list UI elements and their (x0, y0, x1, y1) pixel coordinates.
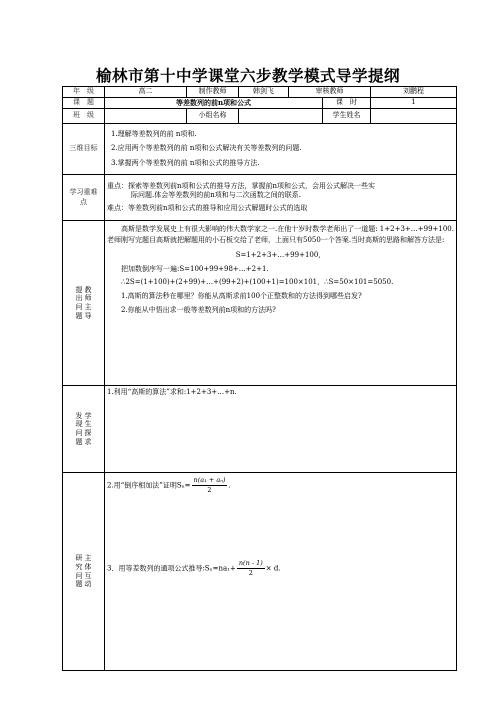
research-content (105, 473, 457, 671)
research-label-col2-1: 主 (84, 554, 92, 562)
guide-paragraph: 高斯是数学发展史上有很大影响的伟大数学家之一.在他十岁时数学老师出了一道题: 1+2+3+…+99+100. 老师刚写完题目高斯就把解题用的小石板交给了老师，上面只有5050一个答案.当时高斯的思路和解答方法是: (107, 225, 454, 244)
key-point-line1: 重点：探索等差数列前n项和公式的推导方法，掌握前n项和公式，会用公式解决一些实 (107, 181, 376, 190)
research-label-col2-4: 动 (84, 580, 92, 589)
guide-label-col1-2: 出 (75, 294, 83, 303)
group-value[interactable] (239, 109, 323, 124)
discover-label-col2-4: 求 (84, 437, 92, 446)
guide-label-col2-2: 师 (84, 294, 92, 303)
research-task-3 (107, 560, 454, 577)
research-label-col2-2: 体 (84, 562, 92, 571)
task2-numerator: n(a₁ + aₙ) (192, 477, 228, 486)
key-points-label (63, 175, 105, 221)
task2-fraction (192, 476, 231, 495)
guide-equation-1: S=1+2+3+…+99+100， (235, 250, 326, 259)
guide-label-col2-4: 导 (84, 311, 92, 320)
guide-label-col1-3: 问 (75, 303, 83, 311)
goal-item-2: 2.应用两个等差数列的前 n项和公式解决有关等差数列的问题. (111, 144, 302, 153)
guide-label (63, 221, 105, 386)
difficult-point: 难点：等差数列前n项和公式的推导和应用公式解题时公式的选取 (107, 203, 308, 212)
research-label (63, 473, 105, 671)
discover-task: 1.利用“高斯的算法”求和:1+2+3+…+n. (107, 388, 237, 396)
class-label: 班 级 (63, 109, 105, 124)
goals-row (63, 124, 457, 175)
key-points-content (105, 175, 457, 221)
task3-denominator: 2 (248, 569, 253, 578)
task3-suffix: × d. (265, 564, 281, 573)
header-row-1 (63, 87, 457, 98)
guide-question-1: 1.高斯的算法秒在哪里？你能从高斯求前100个正整数和的方法得到哪些启发? (121, 292, 362, 301)
group-label: 小组名称 (187, 109, 239, 124)
guide-label-col1-1: 提 (75, 285, 83, 294)
guide-label-col2-3: 主 (84, 303, 92, 311)
class-value[interactable] (105, 109, 187, 124)
grade-value: 高二 (105, 87, 187, 98)
guide-equation-2: 把加数倒序写一遍:S=100+99+98+…+2+1. (121, 264, 269, 273)
discover-row (63, 386, 457, 473)
discover-label-col1-4: 题 (75, 437, 83, 446)
key-points-label-line2: 点 (80, 197, 87, 206)
task3-prefix: 3．用等差数列的通项公式推导:Sₙ=na₁+ (107, 564, 236, 573)
discover-label-col2-1: 学 (84, 411, 92, 420)
topic-value: 等差数列的前n项和公式 (105, 98, 323, 109)
discover-content (105, 386, 457, 473)
page-title: 榆林市第十中学课堂六步教学模式导学提纲 (95, 66, 400, 85)
grade-label: 年 级 (63, 87, 105, 98)
reviewer-value: 刘鹏程 (371, 87, 457, 98)
lesson-plan-table (62, 86, 457, 671)
author-label: 制作教师 (187, 87, 239, 98)
research-label-col1-2: 究 (75, 562, 83, 571)
student-value[interactable] (371, 109, 457, 124)
guide-content (105, 221, 457, 386)
guide-equation-3: ∴2S=(1+100)+(2+99)+…+(99+2)+(100+1)=100×101，∴S=50×101=5050. (121, 278, 394, 287)
guide-question-2: 2.你能从中悟出求一般等差数列前n项和的方法吗? (121, 306, 276, 315)
guide-label-col1-4: 题 (75, 311, 83, 320)
discover-label-col1-1: 发 (75, 411, 83, 420)
key-points-row (63, 175, 457, 221)
header-row-3 (63, 109, 457, 124)
guide-label-col2-1: 教 (84, 285, 92, 294)
research-label-col1-4: 题 (75, 580, 83, 589)
discover-label-col2-3: 探 (84, 429, 92, 437)
goals-label: 三维目标 (63, 124, 105, 175)
topic-label: 课 题 (63, 98, 105, 109)
task2-denominator: 2 (207, 486, 212, 495)
author-value: 韩剑飞 (239, 87, 289, 98)
research-task-2 (107, 477, 454, 494)
discover-label (63, 386, 105, 473)
discover-label-col1-2: 现 (75, 420, 83, 429)
task2-suffix: . (228, 481, 231, 490)
guide-row (63, 221, 457, 386)
discover-label-col2-2: 生 (84, 420, 92, 429)
discover-label-col1-3: 问 (75, 429, 83, 437)
period-value: 1 (371, 98, 457, 109)
goals-content (105, 124, 457, 175)
research-label-col1-1: 研 (75, 554, 83, 562)
goal-item-1: 1.理解等差数列的前 n项和. (111, 129, 197, 138)
header-row-2 (63, 98, 457, 109)
period-label: 课 时 (323, 98, 371, 109)
research-label-col1-3: 问 (75, 571, 83, 580)
key-points-label-line1: 学习重难 (69, 188, 98, 197)
task3-numerator: n(n - 1) (237, 560, 265, 569)
research-row (63, 473, 457, 671)
goal-item-3: 3.掌握两个等差数列的前 n项和公式的推导方法. (111, 158, 260, 167)
research-label-col2-3: 互 (84, 571, 92, 580)
student-label: 学生姓名 (323, 109, 371, 124)
reviewer-label: 审核教师 (289, 87, 371, 98)
key-point-line2: 际问题.体会等差数列的前n项和与二次函数之间的联系. (131, 191, 301, 200)
task3-fraction (237, 560, 265, 577)
task2-prefix: 2.用“倒序相加法”证明Sₙ= (107, 481, 191, 490)
